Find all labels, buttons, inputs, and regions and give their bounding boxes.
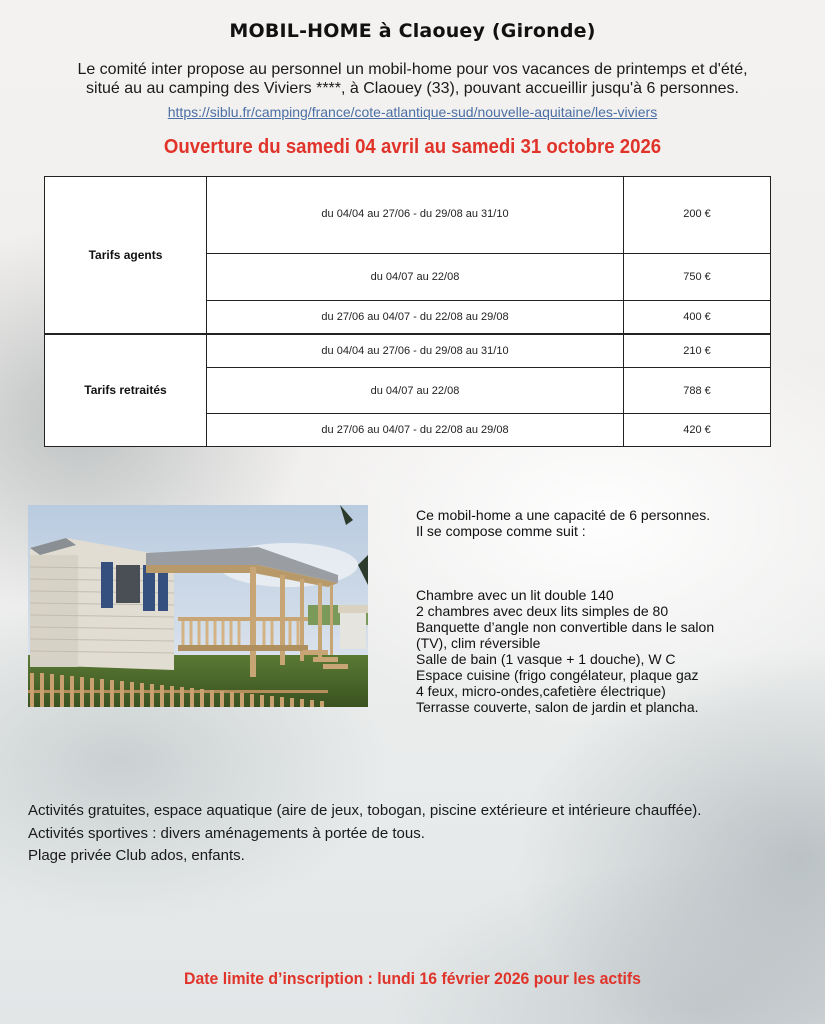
period-cell: du 04/07 au 22/08 [207, 368, 624, 414]
table-row [45, 334, 771, 368]
opening-dates-heading: Ouverture du samedi 04 avril au samedi 31 octobre 2026 [163, 136, 662, 158]
period-cell: du 27/06 au 04/07 - du 22/08 au 29/08 [207, 414, 624, 447]
feature-item: 2 chambres avec deux lits simples de 80 [416, 603, 669, 619]
feature-item: Terrasse couverte, salon de jardin et plancha. [416, 699, 699, 715]
period-cell: du 04/07 au 22/08 [207, 254, 624, 301]
feature-item: 4 feux, micro-ondes,cafetière électrique) [416, 683, 666, 699]
mobil-home-illustration [28, 505, 368, 707]
activities-section [28, 800, 772, 868]
group-label-agents: Tarifs agents [45, 177, 207, 334]
group-label-retraites: Tarifs retraités [45, 334, 207, 447]
composition-intro: Il se compose comme suit : [416, 523, 586, 539]
feature-item: Espace cuisine (frigo congélateur, plaque gaz [416, 667, 699, 683]
period-cell: du 04/04 au 27/06 - du 29/08 au 31/10 [207, 177, 624, 254]
feature-item: Banquette d’angle non convertible dans le salon [416, 619, 715, 635]
activity-item: Activités sportives : divers aménagements à portée de tous. [28, 824, 425, 842]
mobil-home-description [416, 507, 796, 715]
intro-line-1: Le comité inter propose au personnel un mobil-home pour vos vacances de printemps et d'été, [77, 61, 748, 78]
period-cell: du 04/04 au 27/06 - du 29/08 au 31/10 [207, 334, 624, 368]
page-title: MOBIL-HOME à Claouey (Gironde) [229, 20, 596, 42]
intro-line-2: situé au au camping des Viviers ****, à Claouey (33), pouvant accueillir jusqu'à 6 personnes. [86, 80, 739, 97]
camping-website-link[interactable]: https://siblu.fr/camping/france/cote-atlantique-sud/nouvelle-aquitaine/les-viviers [167, 104, 658, 120]
activity-item: Activités gratuites, espace aquatique (aire de jeux, tobogan, piscine extérieure et intérieure chauffée). [28, 802, 702, 819]
price-cell: 210 € [624, 334, 771, 368]
period-cell: du 27/06 au 04/07 - du 22/08 au 29/08 [207, 301, 624, 334]
price-cell: 200 € [624, 177, 771, 254]
feature-item: Salle de bain (1 vasque + 1 douche), W C [416, 651, 676, 667]
capacity-text: Ce mobil-home a une capacité de 6 personnes. [416, 507, 711, 523]
price-cell: 750 € [624, 254, 771, 301]
mobil-home-photo [28, 505, 368, 707]
price-cell: 788 € [624, 368, 771, 414]
feature-item: (TV), clim réversible [416, 635, 541, 651]
activity-item: Plage privée Club ados, enfants. [28, 847, 245, 864]
feature-item: Chambre avec un lit double 140 [416, 587, 614, 603]
table-row [45, 177, 771, 254]
price-cell: 420 € [624, 414, 771, 447]
tarifs-table [44, 176, 771, 447]
registration-deadline: Date limite d’inscription : lundi 16 février 2026 pour les actifs [184, 969, 641, 988]
intro-text [20, 60, 805, 98]
price-cell: 400 € [624, 301, 771, 334]
